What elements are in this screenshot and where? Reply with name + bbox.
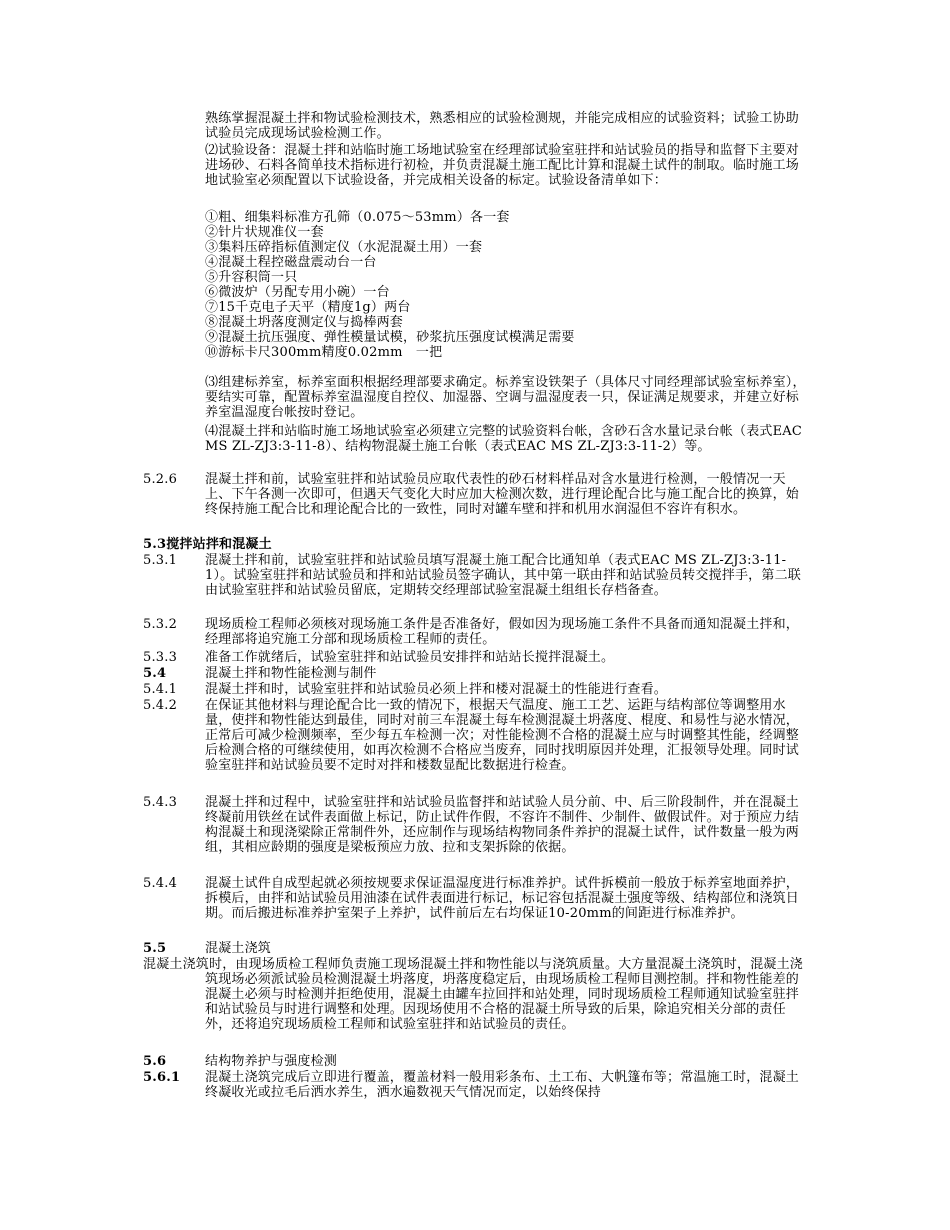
list-item: ⑨混凝土抗压强度、弹性模量试模，砂浆抗压强度试模满足需要 bbox=[205, 330, 575, 345]
section-number: 5.2.6 bbox=[143, 472, 178, 487]
section-5-6-1 bbox=[143, 1070, 810, 1100]
section-text: 在保证其他材料与理论配合比一致的情况下，根据天气温度、施工工艺、运距与结构部位等调整用水量，使拌和物性能达到最佳，同时对前三车混凝土每车检测混凝土坍落度、棍度、和易性与泌水情况，正常后可减少检测频率，至少每五车检测一次；对性能检测不合格的混凝土应与时调整其性能，经调整后检测合格的可继续使用，如再次检测不合格应当废弃，同时找明原因并处理，汇报领导处理。同时试验室驻拌和站试验员要不定时对拌和楼数显配比数据进行检查。 bbox=[205, 698, 800, 773]
section-text: 混凝土拌和过程中，试验室驻拌和站试验员监督拌和站试验人员分前、中、后三阶段制件，并在混凝土终凝前用铁丝在试件表面做上标记，防止试件作假，不容许不制件、少制件、做假试件。对于预应力结构混凝土和现浇梁除正常制件外，还应制作与现场结构物同条件养护的混凝土试件，试件数量一般为两组，其相应龄期的强度是梁板预应力放、拉和支架拆除的依据。 bbox=[205, 795, 800, 855]
section-number: 5.4.3 bbox=[143, 795, 178, 810]
section-number: 5.5 bbox=[143, 941, 167, 956]
paragraph-skills: 熟练掌握混凝土拌和物试验检测技术，熟悉相应的试验检测规，并能完成相应的试验资料；试验工协助试验员完成现场试验检测工作。 bbox=[205, 111, 800, 141]
heading-5-5 bbox=[143, 941, 810, 956]
list-item: ⑦15千克电子天平（精度1g）两台 bbox=[205, 300, 411, 315]
heading-5-6 bbox=[143, 1054, 810, 1069]
section-title: 搅拌站拌和混凝土 bbox=[166, 537, 272, 552]
section-title: 结构物养护与强度检测 bbox=[205, 1054, 338, 1069]
section-number: 5.3.2 bbox=[143, 617, 178, 632]
section-text: 现场质检工程师必须核对现场施工条件是否准备好，假如因为现场施工条件不具备而通知混凝土拌和，经理部将追究施工分部和现场质检工程师的责任。 bbox=[205, 617, 800, 647]
section-number: 5.4.1 bbox=[143, 682, 178, 697]
heading-5-3 bbox=[143, 537, 810, 552]
section-5-3-1 bbox=[143, 553, 810, 598]
list-item: ⑤升容积筒一只 bbox=[205, 270, 298, 285]
section-5-4-4 bbox=[143, 876, 810, 921]
section-number: 5.4.2 bbox=[143, 698, 178, 713]
section-5-4-3 bbox=[143, 795, 810, 855]
section-title: 混凝土浇筑 bbox=[205, 941, 272, 956]
section-number: 5.4 bbox=[143, 666, 167, 681]
section-text: 混凝土拌和前，试验室驻拌和站试验员应取代表性的砂石材料样品对含水量进行检测，一般情况一天上、下午各测一次即可，但遇天气变化大时应加大检测次数，进行理论配合比与施工配合比的换算，始终保持施工配合比和理论配合比的一致性，同时对罐车壁和拌和机用水润湿但不容许有积水。 bbox=[205, 472, 800, 517]
section-number: 5.6 bbox=[143, 1054, 167, 1069]
section-number: 5.3.1 bbox=[143, 553, 178, 568]
section-5-2-6 bbox=[143, 472, 810, 517]
paragraph-records: ⑷混凝土拌和站临时施工场地试验室必须建立完整的试验资料台帐，含砂石含水量记录台帐（表式EAC MS ZL-ZJ3:3-11-8）、结构物混凝土施工台帐（表式EAC MS ZL-ZJ3:3-11-2）等。 bbox=[205, 424, 803, 454]
equipment-list bbox=[205, 210, 810, 360]
section-number: 5.3.3 bbox=[143, 650, 178, 665]
paragraph-test-equipment: ⑵试验设备：混凝土拌和站临时施工场地试验室在经理部试验室驻拌和站试验员的指导和监督下主要对进场砂、石料各简单技术指标进行初检，并负责混凝土施工配比计算和混凝土试件的制取。临时施工场地试验室必须配置以下试验设备，并完成相关设备的标定。试验设备清单如下： bbox=[205, 143, 800, 188]
list-item: ②针片状规准仪一套 bbox=[205, 225, 324, 240]
list-item: ⑥微波炉（另配专用小碗）一台 bbox=[205, 285, 390, 300]
list-item: ④混凝土程控磁盘震动台一台 bbox=[205, 255, 377, 270]
section-text: 混凝土拌和时，试验室驻拌和站试验员必须上拌和楼对混凝土的性能进行查看。 bbox=[205, 682, 668, 697]
list-item: ③集料压碎指标值测定仪（水泥混凝土用）一套 bbox=[205, 240, 483, 255]
paragraph-curing-room: ⑶组建标养室，标养室面积根据经理部要求确定。标养室设铁架子（具体尺寸同经理部试验室标养室），要结实可靠，配置标养室温湿度自控仪、加湿器、空调与温湿度表一只，保证满足规要求，并建立好标养室温湿度台帐按时登记。 bbox=[205, 375, 806, 420]
paragraph-concrete-pouring: 混凝土浇筑时，由现场质检工程师负责施工现场混凝土拌和物性能以与浇筑质量。大方量混凝土浇筑时，混凝土浇筑现场必须派试验员检测混凝土坍落度，坍落度稳定后，由现场质检工程师目测控制。拌和物性能差的混凝土必须与时检测并拒绝使用，混凝土由罐车拉回拌和站处理，同时现场质检工程师通知试验室驻拌和站试验员与时进行调整和处理。因现场使用不合格的混凝土所导致的后果，除追究相关分部的责任外，还将追究现场质检工程师和试验室驻拌和站试验员的责任。 bbox=[143, 957, 804, 1032]
list-item: ⑧混凝土坍落度测定仪与捣棒两套 bbox=[205, 315, 404, 330]
section-5-4-2 bbox=[143, 698, 810, 773]
section-text: 混凝土拌和前，试验室驻拌和站试验员填写混凝土施工配合比通知单（表式EAC MS ZL-ZJ3:3-11-1）。试验室驻拌和站试验员和拌和站试验员签字确认，其中第一联由拌和站试验员转交搅拌手，第二联由试验室驻拌和站试验员留底，定期转交经理部试验室混凝土组组长存档备查。 bbox=[205, 553, 801, 598]
section-number: 5.6.1 bbox=[143, 1070, 181, 1085]
section-number: 5.3 bbox=[143, 537, 167, 552]
heading-5-4 bbox=[143, 666, 810, 681]
section-text: 混凝土试件自成型起就必须按规要求保证温湿度进行标准养护。试件拆模前一般放于标养室地面养护，拆模后，由拌和站试验员用油漆在试件表面进行标记，标记容包括混凝土强度等级、结构部位和浇筑日期。而后搬进标准养护室架子上养护，试件前后左右均保证10-20mm的间距进行标准养护。 bbox=[205, 876, 800, 921]
section-5-3-3 bbox=[143, 650, 810, 665]
section-text: 准备工作就绪后，试验室驻拌和站试验员安排拌和站站长搅拌混凝土。 bbox=[205, 650, 615, 665]
section-title: 混凝土拌和物性能检测与制件 bbox=[205, 666, 377, 681]
section-number: 5.4.4 bbox=[143, 876, 178, 891]
section-text: 混凝土浇筑完成后立即进行覆盖，覆盖材料一般用彩条布、土工布、大帆篷布等；常温施工时，混凝土终凝收光或拉毛后洒水养生，洒水遍数视天气情况而定，以始终保持 bbox=[205, 1070, 800, 1100]
section-5-4-1 bbox=[143, 682, 810, 697]
list-item: ①粗、细集料标准方孔筛（0.075～53mm）各一套 bbox=[205, 210, 510, 225]
list-item: ⑩游标卡尺300mm精度0.02mm 一把 bbox=[205, 345, 443, 360]
section-5-3-2 bbox=[143, 617, 810, 647]
